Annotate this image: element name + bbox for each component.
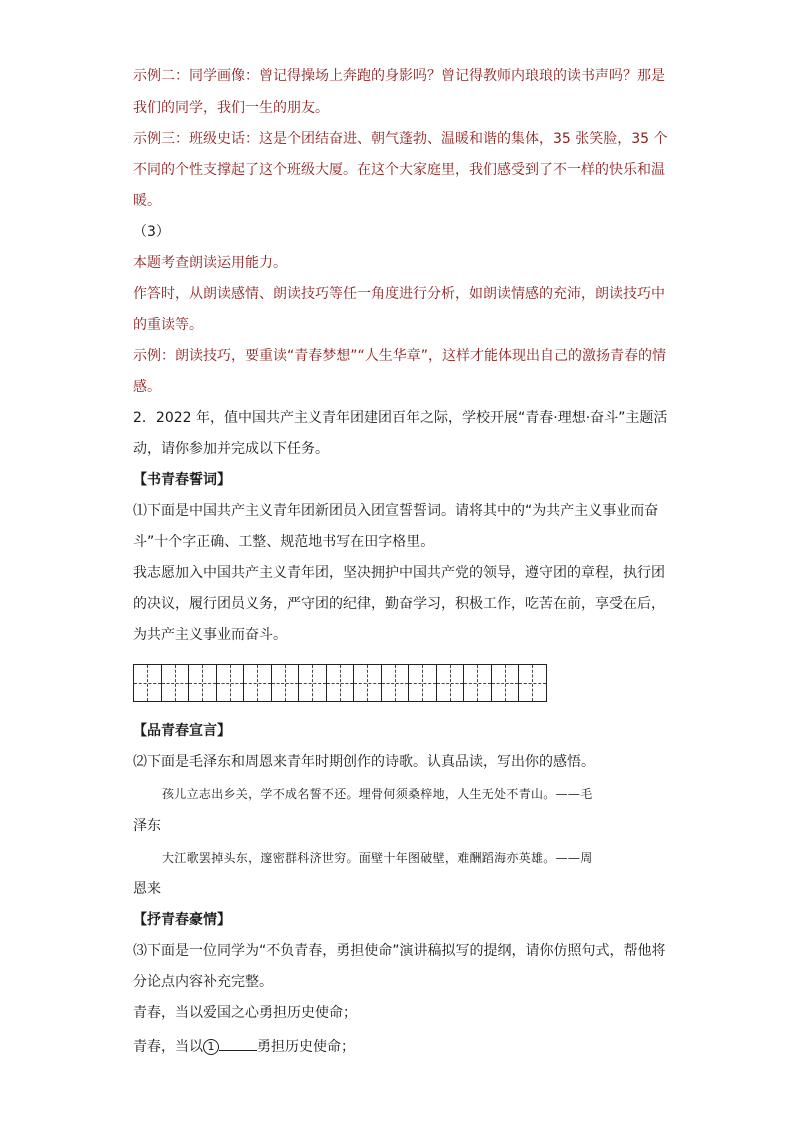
q1-line1: ⑴下面是中国共产主义青年团新团员入团宣誓誓词。请将其中的“为共产主义事业而奋 <box>133 503 659 519</box>
answer-part3-line5: 感。 <box>133 379 161 395</box>
grid-cell[interactable] <box>464 665 492 701</box>
answer-example3-line1: 示例三：班级史话：这是个团结奋进、朝气蓬勃、温暖和谐的集体，35 张笑脸，35 个 <box>133 131 668 147</box>
grid-cell[interactable] <box>162 665 190 701</box>
q3-line1: ⑶下面是一位同学为“不负青春，勇担使命”演讲稿拟写的提纲，请你仿照句式，帮他将 <box>133 943 666 959</box>
answer-example3-line2: 不同的个性支撑起了这个班级大厦。在这个大家庭里，我们感受到了不一样的快乐和温 <box>133 162 665 178</box>
grid-cell[interactable] <box>272 665 300 701</box>
grid-cell[interactable] <box>354 665 382 701</box>
poem-zhou-line2: 恩来 <box>133 881 161 897</box>
blank-number-marker: 1 <box>203 1039 219 1055</box>
poem-mao-line1: 孩儿立志出乡关，学不成名誓不还。埋骨何须桑梓地，人生无处不青山。——毛 <box>162 787 593 801</box>
poem-mao-line2: 泽东 <box>133 818 161 834</box>
fill-in-blank[interactable] <box>219 1035 257 1051</box>
answer-example3-line3: 暖。 <box>133 193 161 209</box>
answer-example2-line2: 我们的同学，我们一生的朋友。 <box>133 100 329 116</box>
grid-cell[interactable] <box>217 665 245 701</box>
grid-cell[interactable] <box>437 665 465 701</box>
q1-line2: 斗”十个字正确、工整、规范地书写在田字格里。 <box>133 534 435 550</box>
outline-point2 <box>133 1035 355 1057</box>
section-title-passion: 【抒青春豪情】 <box>133 912 231 928</box>
oath-line1: 我志愿加入中国共产主义青年团，坚决拥护中国共产党的领导，遵守团的章程，执行团 <box>133 565 665 581</box>
q3-line2: 分论点内容补充完整。 <box>133 974 273 990</box>
answer-part3-line3: 的重读等。 <box>133 317 203 333</box>
q2-text: ⑵下面是毛泽东和周恩来青年时期创作的诗歌。认真品读，写出你的感悟。 <box>133 754 595 770</box>
outline-point1: 青春，当以爱国之心勇担历史使命； <box>133 1005 357 1021</box>
question2-intro-line2: 动，请你参加并完成以下任务。 <box>133 441 329 457</box>
outline-point2-suffix: 勇担历史使命； <box>257 1039 355 1055</box>
grid-cell[interactable] <box>327 665 355 701</box>
question2-intro-line1: 2．2022 年，值中国共产主义青年团建团百年之际，学校开展“青春·理想·奋斗”主题活 <box>133 410 668 426</box>
grid-cell[interactable] <box>299 665 327 701</box>
answer-part3-line4: 示例：朗读技巧，要重读“青春梦想”“人生华章”，这样才能体现出自己的激扬青春的情 <box>133 348 667 364</box>
answer-part3-number: （3） <box>133 224 170 240</box>
oath-line2: 的决议，履行团员义务，严守团的纪律，勤奋学习，积极工作，吃苦在前，享受在后， <box>133 596 665 612</box>
grid-cell[interactable] <box>189 665 217 701</box>
grid-cell[interactable] <box>409 665 437 701</box>
grid-cell[interactable] <box>382 665 410 701</box>
grid-cell[interactable] <box>492 665 520 701</box>
section-title-declaration: 【品青春宣言】 <box>133 723 231 739</box>
outline-point2-prefix: 青春，当以 <box>133 1039 203 1055</box>
grid-cell[interactable] <box>244 665 272 701</box>
answer-example2-line1: 示例二：同学画像：曾记得操场上奔跑的身影吗？曾记得教师内琅琅的读书声吗？那是 <box>133 68 665 84</box>
answer-part3-line1: 本题考查朗读运用能力。 <box>133 255 287 271</box>
oath-line3: 为共产主义事业而奋斗。 <box>133 627 287 643</box>
grid-cell[interactable] <box>134 665 162 701</box>
section-title-oath: 【书青春誓词】 <box>133 472 231 488</box>
answer-part3-line2: 作答时，从朗读感情、朗读技巧等任一角度进行分析，如朗读情感的充沛，朗读技巧中 <box>133 286 665 302</box>
poem-zhou-line1: 大江歌罢掉头东，邃密群科济世穷。面壁十年图破壁，难酬蹈海亦英雄。——周 <box>162 851 593 865</box>
tianzige-writing-grid[interactable] <box>133 664 547 702</box>
grid-cell[interactable] <box>519 665 546 701</box>
